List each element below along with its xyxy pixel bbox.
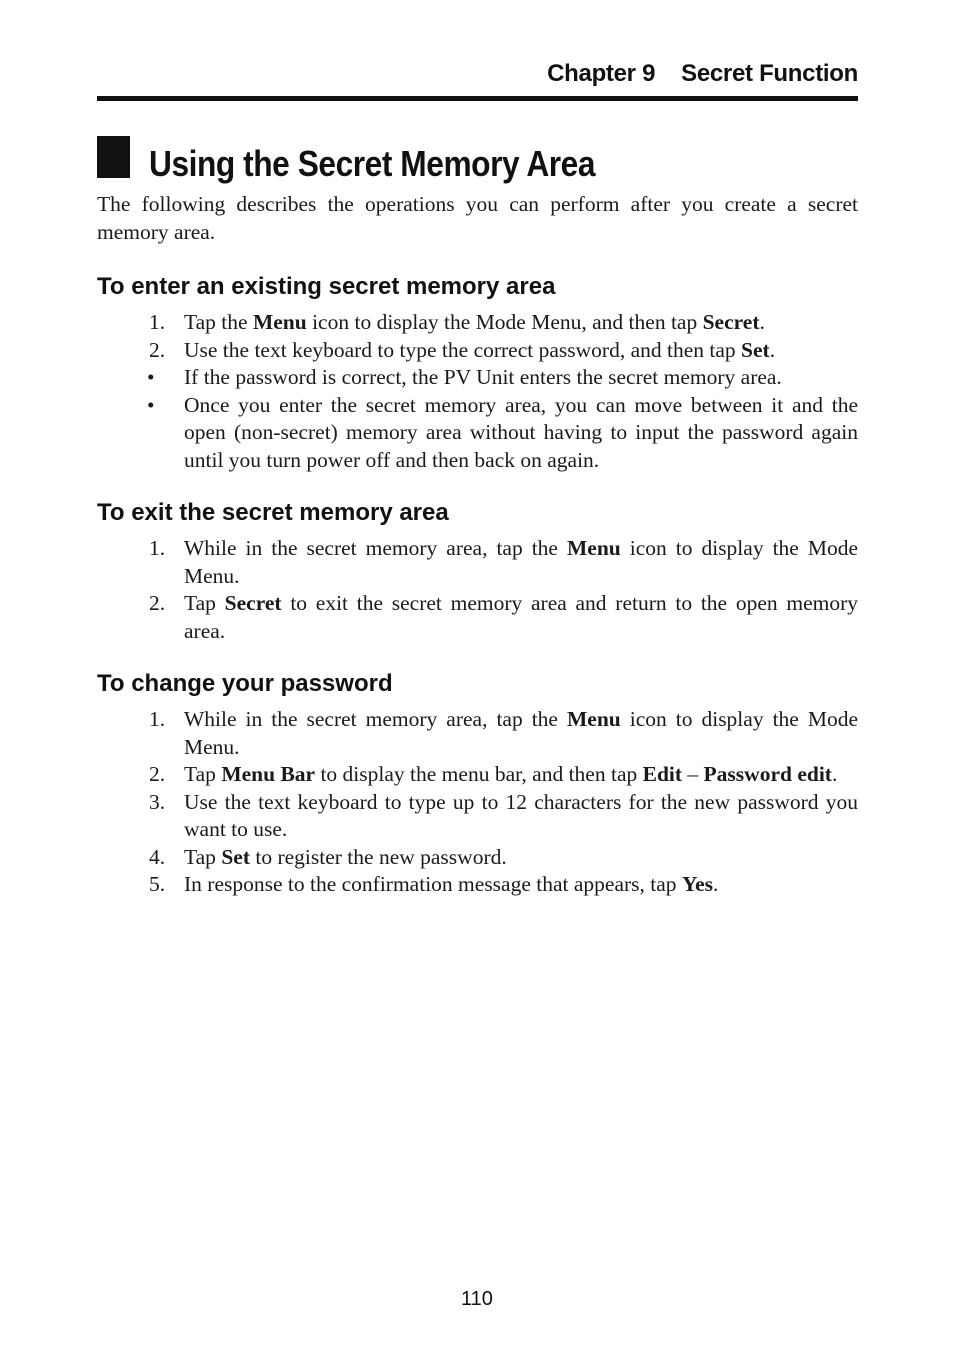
step-item	[97, 844, 858, 872]
step-text: .	[769, 337, 776, 362]
step-text: icon to display the Mode Menu.	[184, 707, 858, 759]
step-text: While in the secret memory area, tap the	[184, 536, 567, 560]
page-number: 110	[461, 1288, 493, 1310]
bullet-item	[97, 364, 858, 392]
header-chapter: Chapter 9	[547, 60, 656, 87]
step-text: Tap	[184, 844, 222, 869]
step-text: to display the menu bar, and then tap	[315, 762, 643, 786]
step-number: 1.	[149, 707, 166, 731]
step-item	[97, 337, 858, 365]
running-header	[97, 60, 858, 94]
bullet-item	[97, 392, 858, 475]
step-text: Tap the	[184, 310, 253, 334]
step-text: –	[682, 762, 704, 786]
steps-list-change-password	[97, 706, 858, 899]
bold-term: Set	[741, 337, 770, 362]
step-number: 5.	[149, 872, 166, 896]
step-item	[97, 706, 858, 761]
step-item	[97, 789, 858, 844]
header-rule	[97, 96, 858, 101]
step-text: Tap	[184, 591, 225, 615]
bold-term: Yes	[681, 872, 713, 896]
step-text: Tap	[184, 762, 222, 786]
step-number: 2.	[149, 337, 166, 362]
step-text: to register the new password.	[249, 844, 507, 869]
section-heading-exit: To exit the secret memory area	[97, 499, 449, 526]
bold-term: Menu	[566, 707, 621, 731]
bold-term: Menu Bar	[221, 762, 316, 786]
bold-term: Edit	[642, 762, 683, 786]
step-number: 3.	[149, 789, 166, 814]
step-item	[97, 535, 858, 590]
header-section: Secret Function	[681, 60, 858, 87]
step-text: In response to the confirmation message that appears, tap	[184, 872, 682, 896]
section-heading-change-password: To change your password	[97, 670, 393, 697]
bold-term: Password edit	[703, 762, 832, 786]
bold-term: Menu	[252, 310, 307, 334]
steps-list-enter	[97, 309, 858, 474]
bold-term: Set	[221, 844, 250, 869]
page-title: Using the Secret Memory Area	[149, 143, 596, 184]
intro-paragraph: The following describes the operations you can perform after you create a secret memory area.	[97, 192, 858, 244]
step-number: 4.	[149, 844, 166, 869]
step-text: While in the secret memory area, tap the	[184, 707, 567, 731]
step-text: .	[713, 872, 719, 896]
step-text: icon to display the Mode Menu.	[184, 536, 858, 588]
title-block-marker	[97, 136, 130, 178]
step-number: 2.	[149, 591, 166, 615]
bold-term: Secret	[224, 591, 282, 615]
step-number: 1.	[149, 536, 166, 560]
bullet-marker: •	[147, 365, 155, 389]
step-item	[97, 761, 858, 789]
step-item	[97, 871, 858, 899]
step-text: Once you enter the secret memory area, you can move between it and the open (non-secret) memory area without having to input the password again until you turn power off and then back on again.	[184, 392, 858, 472]
step-text: to exit the secret memory area and return to the open memory area.	[184, 591, 858, 643]
step-text: icon to display the Mode Menu, and then tap	[306, 310, 703, 334]
steps-list-exit	[97, 535, 858, 645]
step-item	[97, 309, 858, 337]
step-item	[97, 590, 858, 645]
bold-term: Secret	[702, 310, 760, 334]
step-text: .	[831, 762, 838, 786]
step-text: .	[759, 310, 765, 334]
step-text: Use the text keyboard to type the correct password, and then tap	[184, 337, 742, 362]
step-number: 1.	[149, 310, 166, 334]
main-content	[97, 191, 858, 899]
step-number: 2.	[149, 762, 166, 786]
section-heading-enter: To enter an existing secret memory area	[97, 273, 556, 300]
step-text: If the password is correct, the PV Unit enters the secret memory area.	[184, 365, 782, 389]
step-text: Use the text keyboard to type up to 12 characters for the new password you want to use.	[184, 789, 858, 841]
bold-term: Menu	[566, 536, 621, 560]
bullet-marker: •	[147, 392, 155, 417]
